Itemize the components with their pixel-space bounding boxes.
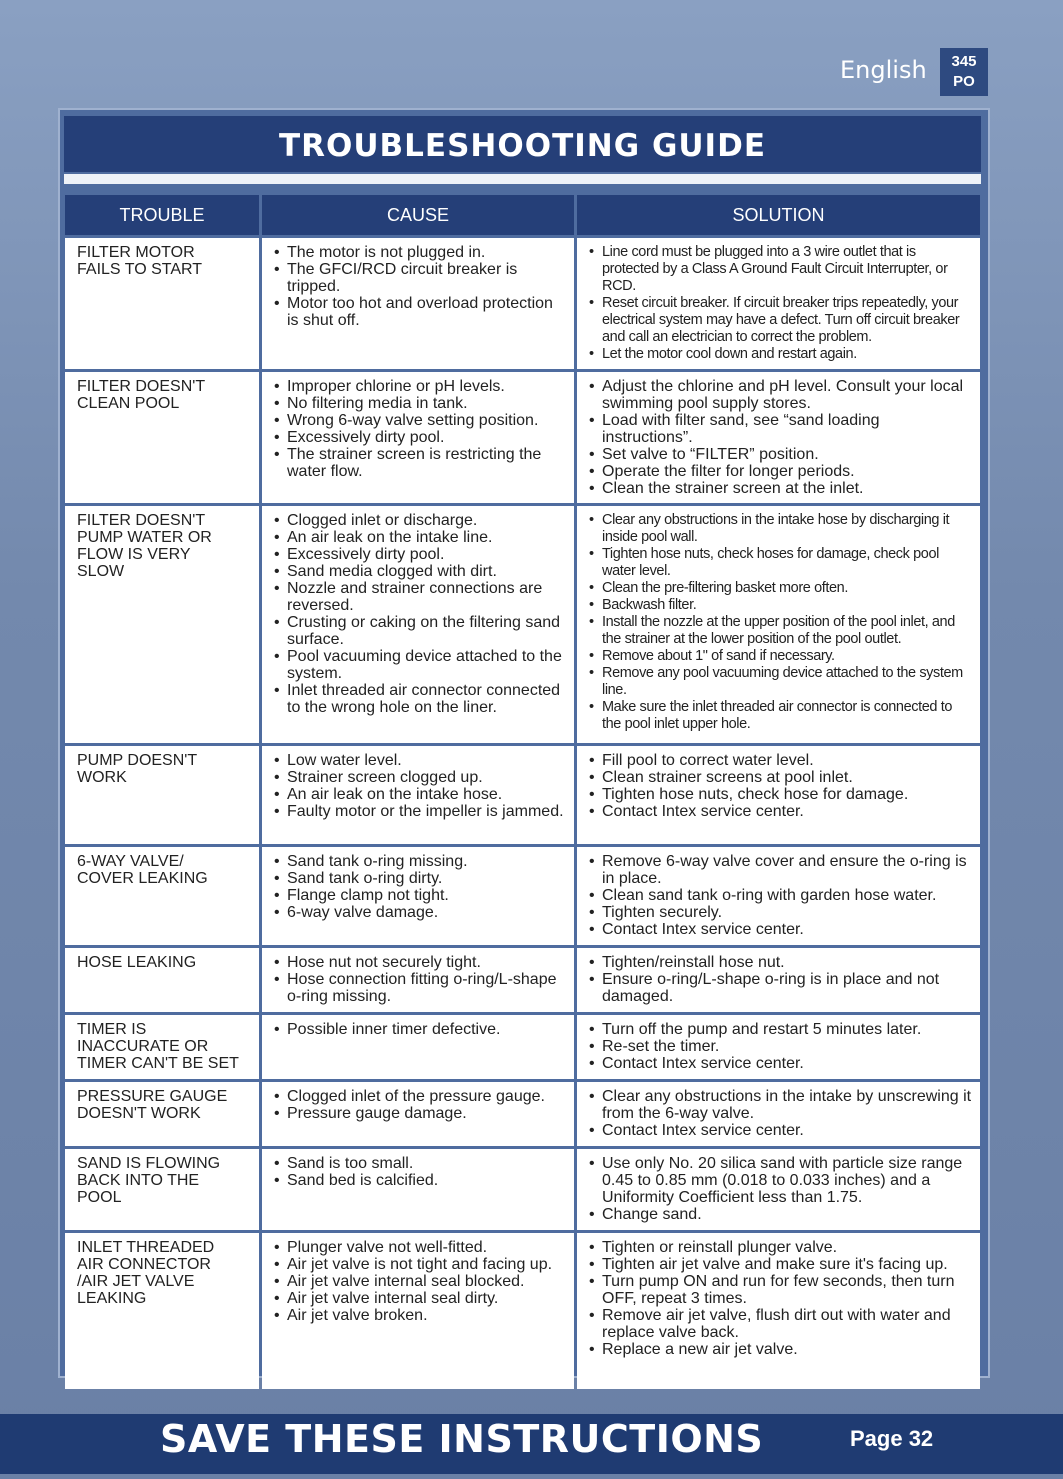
table-row xyxy=(65,1082,980,1146)
cause-item: • The strainer screen is restricting the water flow. xyxy=(274,446,566,480)
table-row xyxy=(65,1015,980,1079)
cause-item: • Possible inner timer defective. xyxy=(274,1021,566,1038)
cause-item: • Crusting or caking on the filtering sand surface. xyxy=(274,614,566,648)
cause-item: • Sand media clogged with dirt. xyxy=(274,563,566,580)
solution-item: • Contact Intex service center. xyxy=(589,803,972,820)
solution-list xyxy=(589,1088,972,1139)
table-row xyxy=(65,948,980,1012)
cause-list xyxy=(274,378,566,480)
cause-item: • Excessively dirty pool. xyxy=(274,546,566,563)
cause-cell xyxy=(262,1233,574,1389)
cause-item: • Wrong 6-way valve setting position. xyxy=(274,412,566,429)
document-code-bottom: PO xyxy=(953,73,975,90)
solution-list xyxy=(589,853,972,938)
cause-cell xyxy=(262,1015,574,1079)
cause-item: • Air jet valve internal seal dirty. xyxy=(274,1290,566,1307)
solution-item: • Remove air jet valve, flush dirt out with water and replace valve back. xyxy=(589,1307,972,1341)
cause-item: • Sand tank o-ring dirty. xyxy=(274,870,566,887)
cause-list xyxy=(274,1088,566,1122)
solution-list xyxy=(589,378,972,497)
cause-item: • Excessively dirty pool. xyxy=(274,429,566,446)
solution-item: • Adjust the chlorine and pH level. Consult your local swimming pool supply stores. xyxy=(589,378,972,412)
solution-list xyxy=(589,954,972,1005)
solution-list xyxy=(589,1239,972,1358)
solution-cell xyxy=(577,238,980,369)
cause-item: • Low water level. xyxy=(274,752,566,769)
cause-cell xyxy=(262,506,574,743)
cause-item: • Clogged inlet or discharge. xyxy=(274,512,566,529)
solution-item: • Contact Intex service center. xyxy=(589,921,972,938)
cause-item: • Improper chlorine or pH levels. xyxy=(274,378,566,395)
cause-item: • Air jet valve broken. xyxy=(274,1307,566,1324)
trouble-cell: FILTER DOESN'T PUMP WATER OR FLOW IS VERY SLOW xyxy=(65,506,259,743)
table-body xyxy=(65,238,980,1389)
trouble-cell: PUMP DOESN'T WORK xyxy=(65,746,259,844)
solution-item: • Clear any obstructions in the intake by unscrewing it from the 6-way valve. xyxy=(589,1088,972,1122)
solution-item: • Tighten/reinstall hose nut. xyxy=(589,954,972,971)
solution-item: • Install the nozzle at the upper position of the pool inlet, and the strainer at the lower position of the pool outlet. xyxy=(589,614,972,648)
solution-item: • Tighten or reinstall plunger valve. xyxy=(589,1239,972,1256)
document-code-top: 345 xyxy=(951,53,977,70)
cause-item: • Hose nut not securely tight. xyxy=(274,954,566,971)
solution-item: • Tighten hose nuts, check hoses for damage, check pool water level. xyxy=(589,546,972,580)
cause-list xyxy=(274,1239,566,1324)
solution-item: • Fill pool to correct water level. xyxy=(589,752,972,769)
table-row xyxy=(65,1149,980,1230)
solution-cell xyxy=(577,1149,980,1230)
page-title: TROUBLESHOOTING GUIDE xyxy=(64,116,981,172)
solution-item: • Remove 6-way valve cover and ensure the o-ring is in place. xyxy=(589,853,972,887)
solution-item: • Operate the filter for longer periods. xyxy=(589,463,972,480)
solution-item: • Backwash filter. xyxy=(589,597,972,614)
table-row xyxy=(65,847,980,945)
column-header-solution: SOLUTION xyxy=(577,195,980,235)
trouble-cell: FILTER MOTOR FAILS TO START xyxy=(65,238,259,369)
page-number: Page 32 xyxy=(850,1426,934,1451)
cause-item: • Plunger valve not well-fitted. xyxy=(274,1239,566,1256)
language-label: English xyxy=(840,56,927,84)
solution-item: • Ensure o-ring/L-shape o-ring is in place and not damaged. xyxy=(589,971,972,1005)
solution-item: • Change sand. xyxy=(589,1206,972,1223)
cause-item: • No filtering media in tank. xyxy=(274,395,566,412)
table-header-row xyxy=(65,195,980,235)
cause-item: • Clogged inlet of the pressure gauge. xyxy=(274,1088,566,1105)
solution-item: • Use only No. 20 silica sand with particle size range 0.45 to 0.85 mm (0.018 to 0.033 inches) and a Uniformity Coefficient less than 1.75. xyxy=(589,1155,972,1206)
solution-item: • Re-set the timer. xyxy=(589,1038,972,1055)
column-header-cause: CAUSE xyxy=(262,195,574,235)
solution-item: • Load with filter sand, see “sand loading instructions”. xyxy=(589,412,972,446)
cause-item: • Motor too hot and overload protection is shut off. xyxy=(274,295,566,329)
cause-list xyxy=(274,1155,566,1189)
solution-item: • Replace a new air jet valve. xyxy=(589,1341,972,1358)
table-row xyxy=(65,238,980,369)
solution-list xyxy=(589,752,972,820)
solution-item: • Remove about 1" of sand if necessary. xyxy=(589,648,972,665)
cause-list xyxy=(274,512,566,716)
cause-item: • Inlet threaded air connector connected to the wrong hole on the liner. xyxy=(274,682,566,716)
solution-item: • Tighten air jet valve and make sure it's facing up. xyxy=(589,1256,972,1273)
document-code-badge xyxy=(940,48,988,96)
trouble-cell: PRESSURE GAUGE DOESN'T WORK xyxy=(65,1082,259,1146)
cause-item: • Flange clamp not tight. xyxy=(274,887,566,904)
solution-item: • Line cord must be plugged into a 3 wire outlet that is protected by a Class A Ground Fault Circuit Interrupter, or RCD. xyxy=(589,244,972,295)
cause-cell xyxy=(262,1149,574,1230)
solution-cell xyxy=(577,847,980,945)
solution-cell xyxy=(577,1082,980,1146)
cause-item: • Pool vacuuming device attached to the system. xyxy=(274,648,566,682)
solution-item: • Tighten hose nuts, check hose for damage. xyxy=(589,786,972,803)
cause-list xyxy=(274,752,566,820)
solution-item: • Contact Intex service center. xyxy=(589,1122,972,1139)
solution-cell xyxy=(577,948,980,1012)
solution-item: • Clean the strainer screen at the inlet. xyxy=(589,480,972,497)
trouble-cell: HOSE LEAKING xyxy=(65,948,259,1012)
table-row xyxy=(65,372,980,503)
cause-list xyxy=(274,853,566,921)
trouble-cell: SAND IS FLOWING BACK INTO THE POOL xyxy=(65,1149,259,1230)
solution-cell xyxy=(577,506,980,743)
solution-item: • Make sure the inlet threaded air connector is connected to the pool inlet upper hole. xyxy=(589,699,972,733)
solution-item: • Clean sand tank o-ring with garden hose water. xyxy=(589,887,972,904)
trouble-cell: 6-WAY VALVE/ COVER LEAKING xyxy=(65,847,259,945)
cause-item: • Sand is too small. xyxy=(274,1155,566,1172)
cause-cell xyxy=(262,948,574,1012)
cause-item: • The motor is not plugged in. xyxy=(274,244,566,261)
trouble-cell: INLET THREADED AIR CONNECTOR /AIR JET VALVE LEAKING xyxy=(65,1233,259,1389)
cause-item: • Air jet valve is not tight and facing up. xyxy=(274,1256,566,1273)
solution-list xyxy=(589,512,972,733)
column-header-trouble: TROUBLE xyxy=(65,195,259,235)
title-divider xyxy=(64,174,981,184)
solution-item: • Contact Intex service center. xyxy=(589,1055,972,1072)
solution-item: • Let the motor cool down and restart again. xyxy=(589,346,972,363)
solution-item: • Set valve to “FILTER” position. xyxy=(589,446,972,463)
cause-cell xyxy=(262,746,574,844)
cause-cell xyxy=(262,1082,574,1146)
solution-item: • Remove any pool vacuuming device attached to the system line. xyxy=(589,665,972,699)
save-instructions-text: SAVE THESE INSTRUCTIONS xyxy=(160,1417,764,1461)
cause-item: • Air jet valve internal seal blocked. xyxy=(274,1273,566,1290)
solution-item: • Clean strainer screens at pool inlet. xyxy=(589,769,972,786)
cause-item: • Faulty motor or the impeller is jammed. xyxy=(274,803,566,820)
table-row xyxy=(65,746,980,844)
trouble-cell: TIMER IS INACCURATE OR TIMER CAN'T BE SET xyxy=(65,1015,259,1079)
solution-list xyxy=(589,1021,972,1072)
table-row xyxy=(65,1233,980,1389)
cause-item: • Nozzle and strainer connections are reversed. xyxy=(274,580,566,614)
cause-item: • Pressure gauge damage. xyxy=(274,1105,566,1122)
solution-item: • Turn off the pump and restart 5 minutes later. xyxy=(589,1021,972,1038)
solution-item: • Reset circuit breaker. If circuit breaker trips repeatedly, your electrical system may have a defect. Turn off circuit breaker and call an electrician to correct the problem. xyxy=(589,295,972,346)
solution-item: • Tighten securely. xyxy=(589,904,972,921)
cause-item: • Sand tank o-ring missing. xyxy=(274,853,566,870)
solution-cell xyxy=(577,1015,980,1079)
cause-list xyxy=(274,954,566,1005)
cause-item: • The GFCI/RCD circuit breaker is tripped. xyxy=(274,261,566,295)
cause-item: • 6-way valve damage. xyxy=(274,904,566,921)
solution-item: • Turn pump ON and run for few seconds, then turn OFF, repeat 3 times. xyxy=(589,1273,972,1307)
table-row xyxy=(65,506,980,743)
solution-list xyxy=(589,1155,972,1223)
cause-cell xyxy=(262,238,574,369)
cause-item: • Strainer screen clogged up. xyxy=(274,769,566,786)
solution-list xyxy=(589,244,972,363)
cause-item: • An air leak on the intake line. xyxy=(274,529,566,546)
cause-cell xyxy=(262,847,574,945)
trouble-cell: FILTER DOESN'T CLEAN POOL xyxy=(65,372,259,503)
troubleshooting-table xyxy=(62,192,983,1392)
cause-list xyxy=(274,1021,566,1038)
solution-item: • Clean the pre-filtering basket more often. xyxy=(589,580,972,597)
solution-cell xyxy=(577,746,980,844)
solution-cell xyxy=(577,372,980,503)
solution-item: • Clear any obstructions in the intake hose by discharging it inside pool wall. xyxy=(589,512,972,546)
cause-item: • Sand bed is calcified. xyxy=(274,1172,566,1189)
cause-item: • Hose connection fitting o-ring/L-shape o-ring missing. xyxy=(274,971,566,1005)
solution-cell xyxy=(577,1233,980,1389)
cause-item: • An air leak on the intake hose. xyxy=(274,786,566,803)
cause-list xyxy=(274,244,566,329)
cause-cell xyxy=(262,372,574,503)
